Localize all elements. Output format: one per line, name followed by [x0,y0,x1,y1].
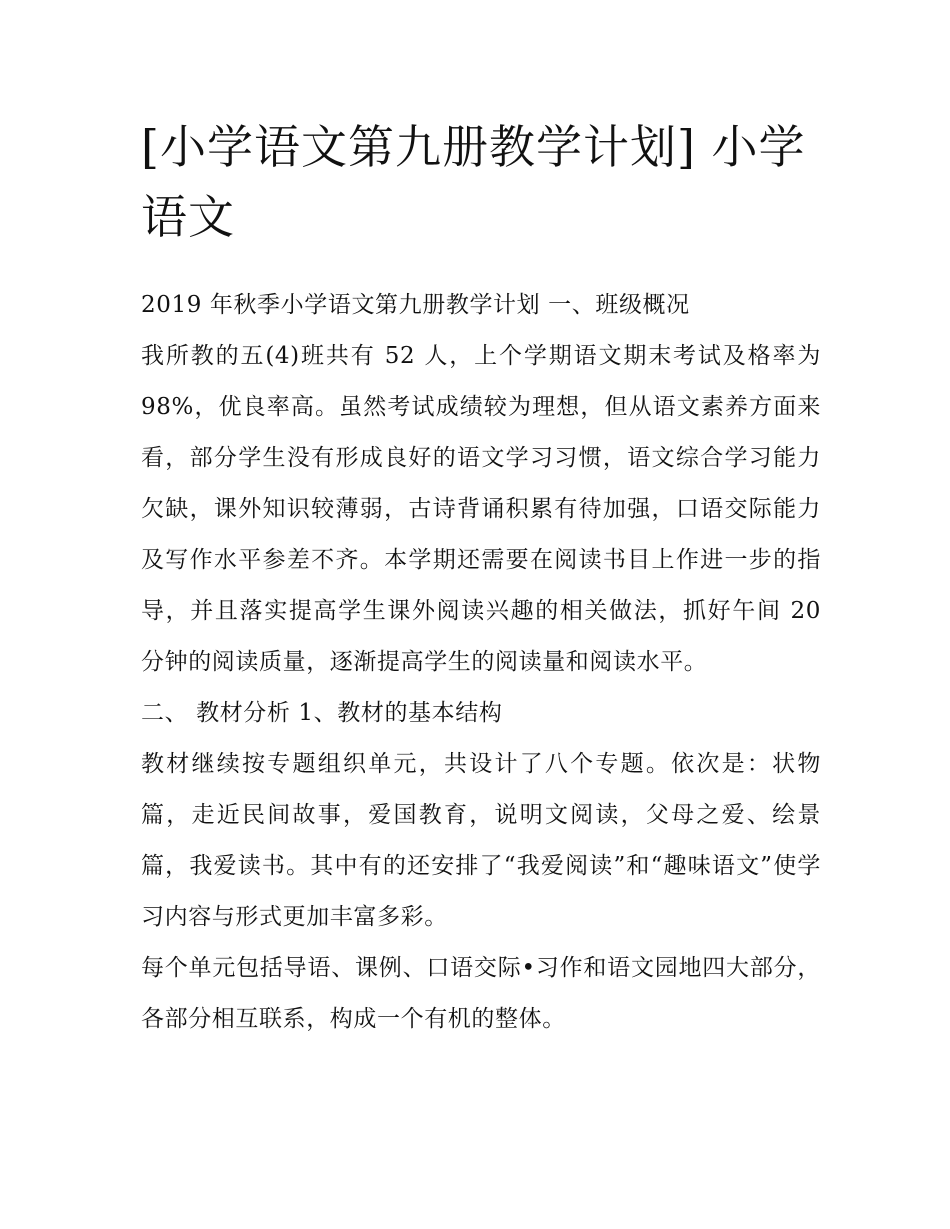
document-content [141,112,821,1045]
paragraph-unit-components: 每个单元包括导语、课例、口语交际•习作和语文园地四大部分，各部分相互联系，构成一个有机的整体。 [141,955,821,1032]
document-body [141,280,821,1045]
paragraph-heading-class-overview: 2019 年秋季小学语文第九册教学计划 一、班级概况 [141,292,690,318]
document-title: [小学语文第九册教学计划] 小学语文 [141,120,806,244]
paragraph-class-overview: 我所教的五(4)班共有 52 人，上个学期语文期末考试及格率为 98%，优良率高。虽然考试成绩较为理想，但从语文素养方面来看，部分学生没有形成良好的语文学习习惯，语文综合学习能力欠缺，课外知识较薄弱，古诗背诵积累有待加强，口语交际能力及写作水平参差不齐。本学期还需要在阅读书目上作进一步的指导，并且落实提高学生课外阅读兴趣的相关做法，抓好午间 20 分钟的阅读质量，逐渐提高学生的阅读量和阅读水平。 [141,343,821,675]
paragraph-textbook-structure: 教材继续按专题组织单元，共设计了八个专题。依次是：状物篇，走近民间故事，爱国教育，说明文阅读，父母之爱、绘景篇，我爱读书。其中有的还安排了“我爱阅读”和“趣味语文”使学习内容与形式更加丰富多彩。 [141,751,821,930]
paragraph-heading-textbook-analysis: 二、 教材分析 1、教材的基本结构 [141,700,503,726]
